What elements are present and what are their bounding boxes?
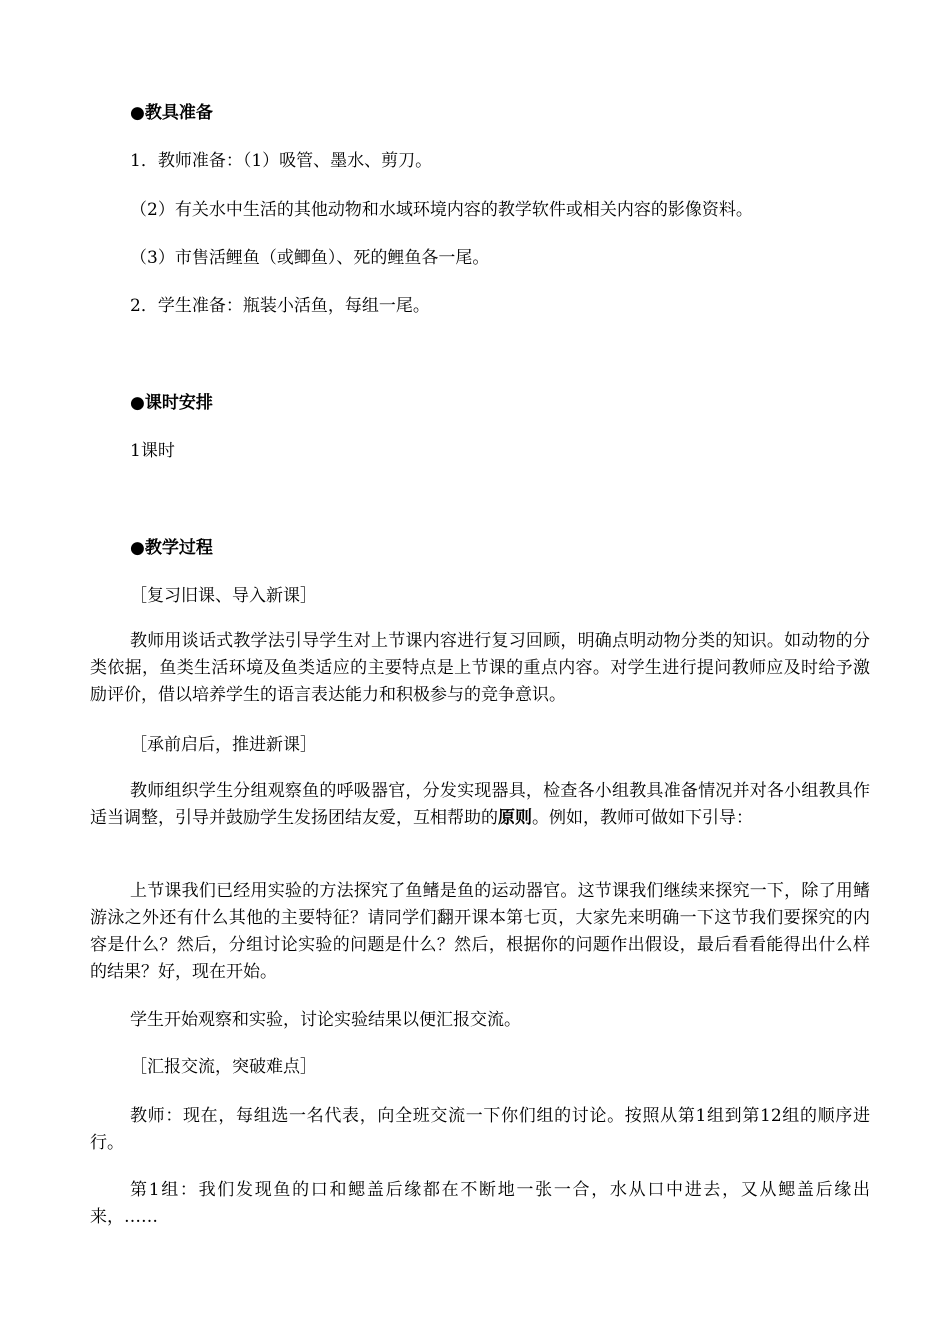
- section-heading-prep: ●教具准备: [130, 103, 213, 123]
- paragraph-organize: [90, 778, 870, 832]
- paragraph-organize-tail: 。例如，教师可做如下引导：: [532, 808, 753, 828]
- subheading-advance: ［承前启后，推进新课］: [130, 735, 317, 755]
- prep-item-fish: （3）市售活鲤鱼（或鲫鱼）、死的鲤鱼各一尾。: [130, 248, 490, 268]
- paragraph-guidance: 上节课我们已经用实验的方法探究了鱼鳍是鱼的运动器官。这节课我们继续来探究一下，除了用鳍游泳之外还有什么其他的主要特征？请同学们翻开课本第七页，大家先来明确一下这节我们要探究的内容是什么？然后，分组讨论实验的问题是什么？然后，根据你的问题作出假设，最后看看能得出什么样的结果？好，现在开始。: [90, 881, 870, 982]
- prep-item-teacher: 1．教师准备：（1）吸管、墨水、剪刀。: [130, 151, 433, 171]
- schedule-text: 1课时: [130, 441, 175, 461]
- subheading-report: ［汇报交流，突破难点］: [130, 1057, 317, 1077]
- prep-item-student: 2．学生准备：瓶装小活鱼，每组一尾。: [130, 296, 430, 316]
- paragraph-students: 学生开始观察和实验，讨论实验结果以便汇报交流。: [130, 1010, 521, 1030]
- paragraph-teacher: 教师：现在，每组选一名代表，向全班交流一下你们组的讨论。按照从第1组到第12组的顺序进行。: [90, 1106, 870, 1153]
- paragraph-review: 教师用谈话式教学法引导学生对上节课内容进行复习回顾，明确点明动物分类的知识。如动物的分类依据，鱼类生活环境及鱼类适应的主要特点是上节课的重点内容。对学生进行提问教师应及时给予激励评价，借以培养学生的语言表达能力和积极参与的竞争意识。: [90, 631, 870, 705]
- prep-item-software: （2）有关水中生活的其他动物和水域环境内容的教学软件或相关内容的影像资料。: [130, 200, 753, 220]
- paragraph-organize-bold: 原则: [498, 808, 532, 828]
- paragraph-group1: 第1组：我们发现鱼的口和鳃盖后缘都在不断地一张一合，水从口中进去，又从鳃盖后缘出来，……: [90, 1180, 870, 1227]
- paragraph-organize-text: 教师组织学生分组观察鱼的呼吸器官，分发实现器具，检查各小组教具准备情况并对各小组教具作适当调整，引导并鼓励学生发扬团结友爱，互相帮助的: [90, 781, 870, 828]
- subheading-review: ［复习旧课、导入新课］: [130, 586, 317, 606]
- section-heading-schedule: ●课时安排: [130, 393, 213, 413]
- section-heading-process: ●教学过程: [130, 538, 213, 558]
